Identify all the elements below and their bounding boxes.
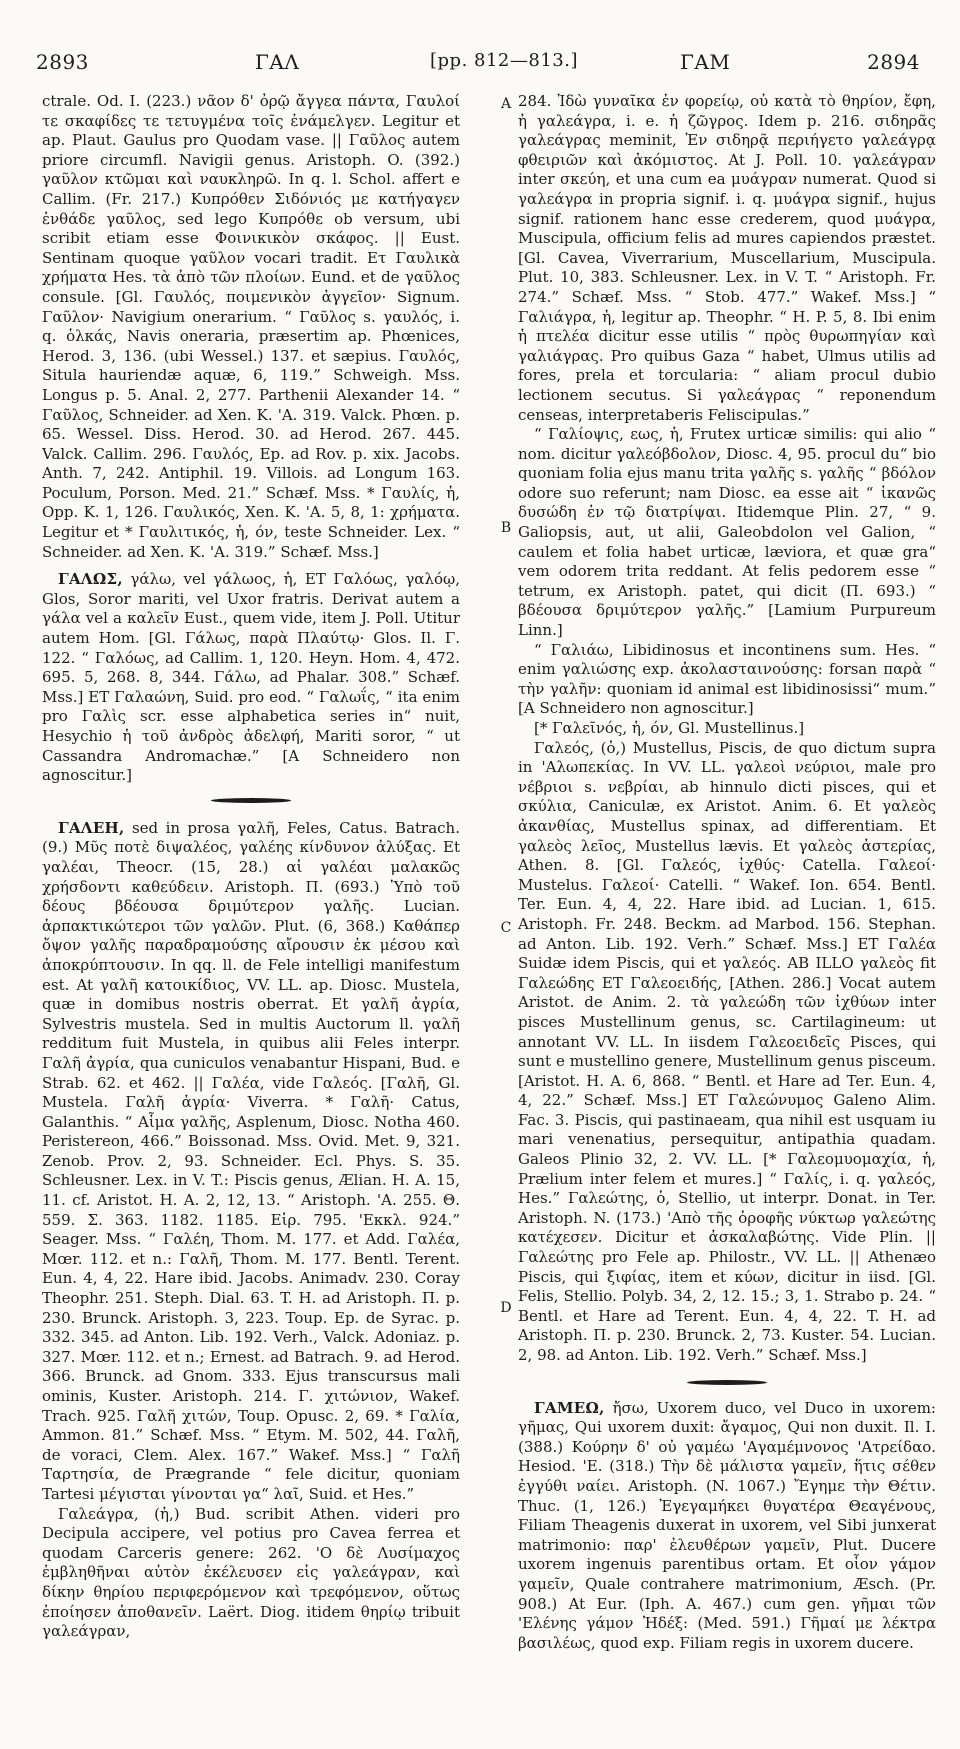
entry-gameo-body: ἤσω, Uxorem duco, vel Duco in uxorem: γῆμας, Qui uxorem duxit: ἄγαμος, Qui non duxit. Il. I. (388.) Κούρην δ' οὐ γαμέω 'Αγαμέμνονος 'Ατρείδαο. Hesiod. 'E. (318.) Τὴν δὲ μάλιστα γαμεῖν, ἥτις σέθεν ἐγγύθι ναίει. Aristoph. (N. 1067.) Ἔγημε τὴν Θέτιν. Thuc. (1, 126.) Ἐγεγαμήκει θυγατέρα Θεαγένους, Filiam Theagenis duxerat in uxorem, vel Sibi junxerat matrimonio: παρ' ἐλευθέρων γαμεῖν, Plut. Ducere uxorem ingenuis parentibus ortam. Et οἷον γάμον γαμεῖν, Quale contrahere matrimonium, Æsch. (Pr. 908.) At Eur. (Iph. A. 467.) cum gen. γῆμαι τῶν 'Ελένης γάμον Ἠδέξ: (Med. 591.) Γῆμαί με λέκτρα βασιλέως, quod exp. Filiam regis in uxorem ducere. [518,1398,936,1652]
entry-galeagra-cont: 284. Ἰδὼ γυναῖκα ἐν φορείῳ, οὐ κατὰ τὸ θηρίον, ἔφη, ἡ γαλεάγρα, i. e. ἡ ζῶγρος. Idem p. 216. σιδηρᾶς γαλεάγρας meminit, Ἐν σιδηρᾷ περιήγετο γαλεάγρᾳ φθειριῶν καὶ ἀκόμιστος. At J. Poll. 10. γαλεάγραν inter σκεύη, et una cum ea μυάγραν numerat. Quod si γαλεάγρα in propria signif. i. q. μυάγρα signif., hujus signif. rationem hanc esse crederem, quod μυάγρα, Muscipula, officium felis ad mures capiendos præstet. [Gl. Cavea, Viverrarium, Muscellarium, Muscipula. Plut. 10, 383. Schleusner. Lex. in V. T. “ Aristoph. Fr. 274.” Schæf. Mss. “ Stob. 477.” Wakef. Mss.] “ Γαλιάγρα, ἡ, legitur ap. Theophr. “ H. P. 5, 8. Ibi enim ἡ πτελέα dicitur esse utilis “ πρὸς θυρωπηγίαν καὶ γαλιάγρας. Pro quibus Gaza “ habet, Ulmus utilis ad fores, prela et torcularia: “ aliam procul dubio lectionem secutus. Si γαλεάγρας “ reponendum censeas, interpretaberis Feliscipulas.” [518,92,936,424]
page-number-right: 2894 [867,50,920,74]
right-column [518,92,936,1732]
margin-letter-a: A [500,96,512,112]
section-divider [211,798,291,803]
left-column [42,92,460,1732]
margin-letter-c: C [500,920,512,936]
entry-galos-body: γάλω, vel γάλωος, ἡ, ΕΤ Γαλόως, γαλόῳ, Glos, Soror mariti, vel Uxor fratris. Derivat autem a γάλα vel a καλεῖν Eust., quem vide, item J. Poll. Utitur autem Hom. [Gl. Γάλως, παρὰ Πλαύτῳ· Glos. Il. Γ. 122. “ Γαλόως, ad Callim. 1, 120. Heyn. Hom. 4, 472. 695. 5, 268. 8, 344. Γάλω, ad Phalar. 308.” Schæf. Mss.] ΕΤ Γαλαώνη, Suid. pro eod. “ Γαλωΐς, “ ita enim pro Γαλὶς scr. esse alphabetica series in“ nuit, Hesychio ἡ τοῦ ἀνδρὸς ἀδελφή, Mariti soror, “ ut Cassandra Andromachæ.” [A Schneidero non agnoscitur.] [42,570,460,785]
spacer [42,562,460,570]
entry-galeinos: [* Γαλεῖνός, ἡ, όν, Gl. Mustellinus.] [534,719,805,737]
headword-gameo: ΓΑΜΕΩ, [534,1398,605,1417]
entry-galee-body: sed in prosa γαλῆ, Feles, Catus. Batrach. (9.) Μῦς ποτὲ διψαλέος, γαλέης κίνδυνον ἀλύξας. Et γαλέαι, Theocr. (15, 28.) αἱ γαλέαι μαλακῶς χρήσδοντι καθεύδειν. Aristoph. Π. (693.) Ὑπὸ τοῦ δέους βδέουσα δριμύτερον γαλῆς. Lucian. ἁρπακτικώτεροι τῶν γαλῶν. Plut. (6, 368.) Καθάπερ ὄψον γαλῆς παραδραμούσης αἴρουσιν ἐκ μέσου καὶ ἀποκρύπτουσιν. In qq. ll. de Fele intelligi manifestum est. At γαλῆ κατοικίδιος, VV. LL. ap. Diosc. Mustela, quæ in domibus nostris oberrat. Et γαλῆ ἀγρία, Sylvestris mustela. Sed in multis Auctorum ll. γαλῆ redditum fuit Mustela, in quibus alii Feles interpr. Γαλῆ ἀγρία, qua cuniculos venabantur Hispani, Bud. e Strab. 62. et 462. || Γαλέα, vide Γαλεός. [Γαλῆ, Gl. Mustela. Γαλῆ ἀγρία· Viverra. * Γαλῆ· Catus, Galanthis. “ Αἷμα γαλῆς, Asplenum, Diosc. Notha 460. Peristereon, 466.” Boissonad. Mss. Ovid. Met. 9, 321. Zenob. Prov. 2, 93. Schneider. Ecl. Phys. S. 35. Schleusner. Lex. in V. T.: Piscis genus, Ælian. H. A. 15, 11. cf. Aristot. H. A. 2, 12, 13. “ Aristoph. 'A. 255. Θ. 559. Σ. 363. 1182. 1185. Εἰρ. 795. 'Εκκλ. 924.” Seager. Mss. “ Γαλέη, Thom. M. 177. et Add. Γαλέα, Mœr. 112. et n.: Γαλῆ, Thom. M. 177. Bentl. Terent. Eun. 4, 4, 22. Hare ibid. Jacobs. Animadv. 230. Coray Theophr. 251. Steph. Dial. 63. T. H. ad Aristoph. Π. p. 230. Brunck. Aristoph. 3, 223. Toup. Ep. de Syrac. p. 332. 345. ad Anton. Lib. 192. Verh., Valck. Adoniaz. p. 327. Mœr. 112. et n.; Ernest. ad Batrach. 9. ad Herod. 366. Brunck. ad Gnom. 333. Ejus transcursus mali ominis, Kuster. Aristoph. 214. Γ. χιτώνιον, Wakef. Trach. 925. Γαλῆ χιτών, Toup. Opusc. 2, 69. * Γαλία, Ammon. 81.” Schæf. Mss. “ Etym. M. 502, 44. Γαλῆ, de voraci, Clem. Alex. 167.” Wakef. Mss.] “ Γαλῆ Ταρτησία, de Prægrande “ fele dicitur, quoniam Tartesi μέγισται γίνονται γα“ λαῖ, Suid. et Hes.” [42,818,460,1503]
page-number-left: 2893 [36,50,89,74]
guide-word-left: ΓΑΛ [255,50,300,74]
entry-galeos: Γαλεός, (ὁ,) Mustellus, Piscis, de quo dictum supra in 'Αλωπεκίας. In VV. LL. γαλεοὶ νεύριοι, male pro νέβριοι s. νεβρίαι, ab hinnulo dicti pisces, qui et σκύλια, Caniculæ, ex Aristot. Anim. 6. Et γαλεὸς ἀκανθίας, Mustellus spinax, ad differentiam. Et γαλεὸς λεῖος, Mustellus lævis. Et γαλεὸς ἀστερίας, Athen. 8. [Gl. Γαλεός, ἰχθύς· Catella. Γαλεοί· Mustelus. Γαλεοί· Catelli. “ Wakef. Ion. 654. Bentl. Ter. Eun. 4, 4, 22. Hare ibid. ad Lucian. 1, 615. Aristoph. Fr. 248. Beckm. ad Marbod. 156. Stephan. ad Anton. Lib. 192. Verh.” Schæf. Mss.] ΕΤ Γαλέα Suidæ idem Piscis, qui et γαλεός. ΑΒ ILLO γαλεὸς fit Γαλεώδης ΕΤ Γαλεοειδής, [Athen. 286.] Vocat autem Aristot. de Anim. 2. τὰ γαλεώδη τῶν ἰχθύων inter pisces Mustellinum genus, sc. Cartilagineum: ut annotant VV. LL. In iisdem Γαλεοειδεῖς Pisces, qui sunt e mustellino genere, Mustellinum genus pisceum. [Aristot. H. A. 6, 868. “ Bentl. et Hare ad Ter. Eun. 4, 4, 22.” Schæf. Mss.] ΕΤ Γαλεώνυμος Galeno Alim. Fac. 3. Piscis, qui pastinaeam, qua nihil est usquam iu mari venenatius, persequitur, antipathia quadam. Galeos Plinio 32, 2. VV. LL. [* Γαλεομυομαχία, ἡ, Prælium inter felem et mures.] “ Γαλίς, i. q. γαλεός, Hes.” Γαλεώτης, ὁ, Stellio, ut interpr. Donat. in Ter. Aristoph. N. (173.) 'Απὸ τῆς ὀροφῆς νύκτωρ γαλεώτης κατέχεσεν. Dicitur et ἀσκαλαβώτης. Vide Plin. || Γαλεώτης pro Fele ap. Philostr., VV. LL. || Athenæo Piscis, qui ξιφίας, item et κύων, dicitur in iisd. [Gl. Felis, Stellio. Polyb. 34, 2, 12. 15.; 3, 1. Strabo p. 24. “ Bentl. et Hare ad Terent. Eun. 4, 4, 22. T. H. ad Aristoph. Π. p. 230. Brunck. 2, 73. Kuster. 54. Lucian. 2, 98. ad Anton. Lib. 192. Verh.” Schæf. Mss.] [518,738,936,1364]
entry-galeagra: Γαλεάγρα, (ἡ,) Bud. scribit Athen. videri pro Decipula accipere, vel potius pro Cavea ferrea et quodam Carceris genere: 262. 'Ο δὲ Λυσίμαχος ἐμβληθῆναι αὐτὸν ἐκέλευσεν εἰς γαλεάγραν, καὶ δίκην θηρίου περιφερόμενον καὶ τρεφόμενον, οὕτως ἐποίησεν ἀποθανεῖν. Laërt. Diog. itidem θηρίῳ tribuit γαλεάγραν, [42,1504,460,1641]
headword-galos: ΓΑΛΩΣ, [58,570,123,589]
margin-letter-b: B [500,520,512,536]
entry-gaulos: ctrale. Od. I. (223.) νᾶον δ' ὀρῷ ἄγγεα πάντα, Γαυλοί τε σκαφίδες τε τετυγμένα τοῖς ἐνάμελγεν. Legitur et ap. Plaut. Gaulus pro Quodam vase. || Γαῦλος autem priore circumfl. Navigii genus. Aristoph. O. (392.) γαῦλον κτῶμαι καὶ ναυκληρῶ. In q. l. Schol. affert e Callim. (Fr. 217.) Κυπρόθεν Σιδόνιός με κατήγαγεν ἐνθάδε γαῦλος, sed lego Κυπρόθε ob versum, ubi scribit etiam esse Φοινικικὸν σκάφος. || Eust. Sentinam quoque γαῦλον vocari tradit. Ετ Γαυλικὰ χρήματα Hes. τὰ ἀπὸ τῶν πλοίων. Eund. et de γαῦλος consule. [Gl. Γαυλός, ποιμενικὸν ἀγγεῖον· Signum. Γαῦλον· Navigium onerarium. “ Γαῦλος s. γαυλός, i. q. ὁλκάς, Navis oneraria, præsertim ap. Phœnices, Herod. 3, 136. (ubi Wessel.) 137. et sæpius. Γαυλός, Situla hauriendæ aquæ, 6, 119.” Schweigh. Mss. Longus p. 5. Anal. 2, 277. Parthenii Alexander 14. “ Γαῦλος, Schneider. ad Xen. K. 'A. 319. Valck. Phœn. p. 65. Wessel. Diss. Herod. 30. ad Herod. 267. 445. Valck. Callim. 296. Γαυλός, Ep. ad Rov. p. xix. Jacobs. Anth. 7, 242. Antiphil. 19. Villois. ad Longum 163. Poculum, Porson. Med. 21.” Schæf. Mss. * Γαυλίς, ἡ, Opp. K. 1, 126. Γαυλικός, Xen. K. 'A. 5, 8, 1: χρήματα. Legitur et * Γαυλιτικός, ἡ, όν, teste Schneider. Lex. “ Schneider. ad Xen. K. 'A. 319.” Schæf. Mss.] [42,92,460,561]
page-range: [pp. 812—813.] [430,50,578,71]
entry-galiao: “ Γαλιάω, Libidinosus et incontinens sum. Hes. “ enim γαλιώσης exp. ἀκολασταινούσης: forsan παρὰ “ τὴν γαλῆν: quoniam id animal est libidinosissi“ mum.” [A Schneidero non agnoscitur.] [518,640,936,718]
entry-galiopsis: “ Γαλίοψις, εως, ἡ, Frutex urticæ similis: qui alio “ nom. dicitur γαλεόβδολον, Diosc. 4, 95. procul du“ bio quoniam folia ejus manu trita γαλῆς s. γαλῆς “ βδόλον odore suo referunt; nam Diosc. ea esse ait “ ἱκανῶς δυσώδη ἐν τῷ διατρίψαι. Itidemque Plin. 27, “ 9. Galiopsis, aut, ut alii, Galeobdolon vel Galion, “ caulem et folia habet urticæ, læviora, et quæ gra“ vem odorem trita reddant. At felis pedorem esse “ tetrum, ex Aristoph. patet, qui dicit (Π. 693.) “ βδέουσα δριμύτερον γαλῆς.” [Lamium Purpureum Linn.] [518,425,936,640]
margin-letter-d: D [500,1300,512,1316]
page-header [0,0,960,86]
entry-galos [42,570,460,786]
guide-word-right: ΓΑΜ [680,50,731,74]
section-divider-right [687,1380,767,1385]
entry-galee [42,819,460,1505]
entry-gameo [518,1399,936,1654]
headword-galee: ΓΑΛΕΗ, [58,818,125,837]
